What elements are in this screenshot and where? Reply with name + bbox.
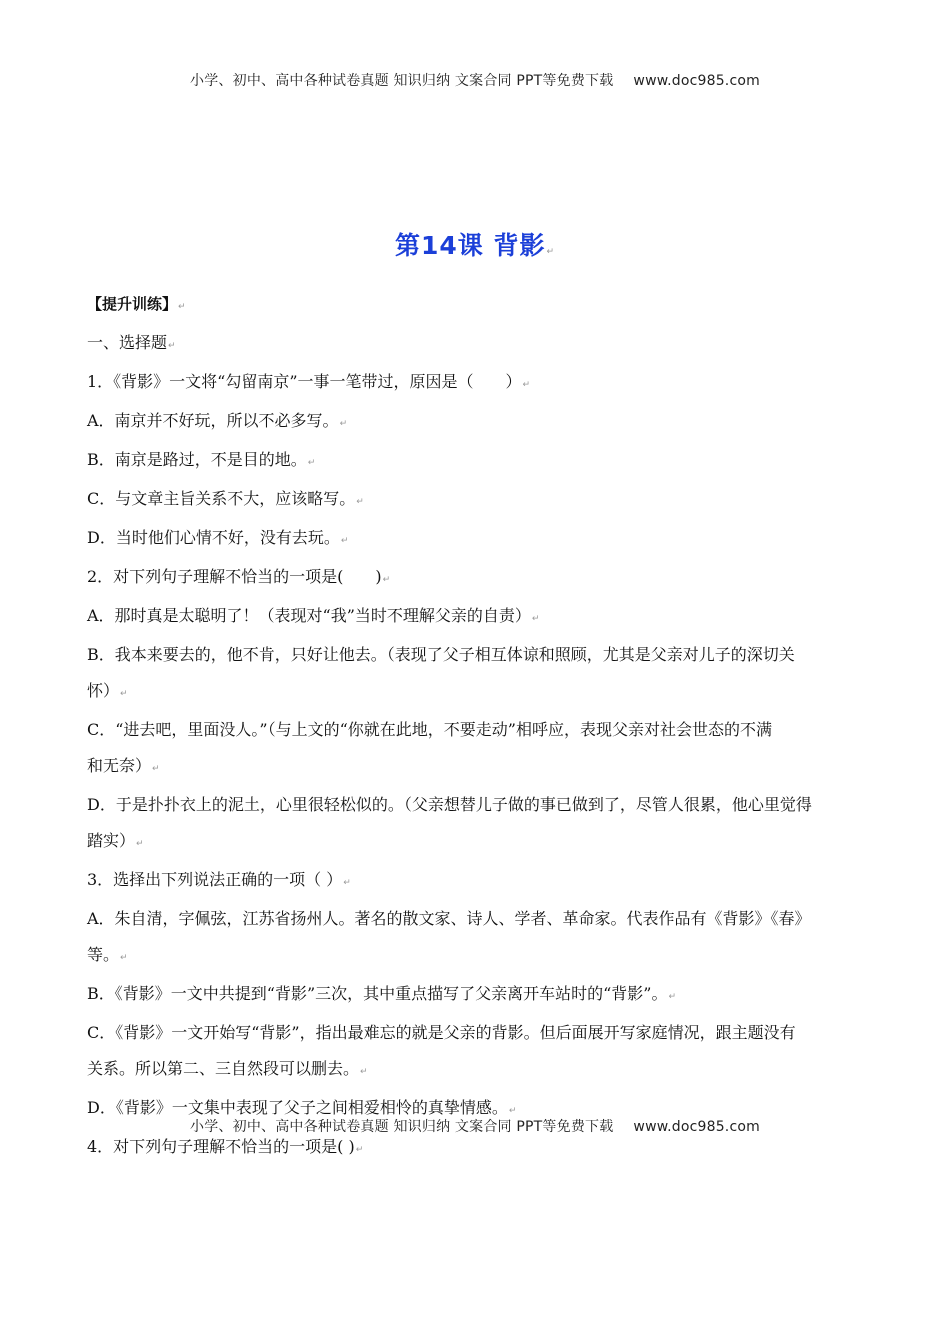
title-text: 第14课 背影 xyxy=(394,231,546,260)
line-7: A．那时真是太聪明了！（表现对“我”当时不理解父亲的自责）↵ xyxy=(87,606,540,625)
paragraph-mark: ↵ xyxy=(546,247,556,257)
line-6: 2．对下列句子理解不恰当的一项是( )↵ xyxy=(87,567,391,586)
footer-site-link[interactable]: www.doc985.com xyxy=(633,1119,760,1135)
page-footer xyxy=(0,1116,950,1136)
footer-text: 小学、初中、高中各种试卷真题 知识归纳 文案合同 PPT等免费下载 xyxy=(190,1119,614,1135)
header-text: 小学、初中、高中各种试卷真题 知识归纳 文案合同 PPT等免费下载 xyxy=(190,73,614,89)
line-12: D．于是扑扑衣上的泥土，心里很轻松似的。（父亲想替儿子做的事已做到了，尽管人很累，他心里觉得 xyxy=(87,795,812,814)
line-17: B．《背影》一文中共提到“背影”三次，其中重点描写了父亲离开车站时的“背影”。↵ xyxy=(87,984,677,1003)
page-title xyxy=(0,226,950,262)
page-header xyxy=(0,70,950,90)
line-16: 等。↵ xyxy=(87,945,128,964)
section-heading: 【提升训练】↵ xyxy=(87,295,186,313)
line-3: B．南京是路过，不是目的地。↵ xyxy=(87,450,316,469)
line-14: 3．选择出下列说法正确的一项（ ）↵ xyxy=(87,870,351,889)
line-1: 1．《背影》一文将“勾留南京”一事一笔带过，原因是（ ）↵ xyxy=(87,372,531,391)
header-site-link[interactable]: www.doc985.com xyxy=(633,73,760,89)
line-4: C．与文章主旨关系不大，应该略写。↵ xyxy=(87,489,364,508)
document-body xyxy=(87,286,857,1168)
line-15: A．朱自清，字佩弦，江苏省扬州人。著名的散文家、诗人、学者、革命家。代表作品有《背影》《春》 xyxy=(87,909,811,928)
line-10: C．“进去吧，里面没人。”（与上文的“你就在此地，不要走动”相呼应，表现父亲对社会世态的不满 xyxy=(87,720,772,739)
line-20: D．《背影》一文集中表现了父子之间相爱相怜的真挚情感。↵ xyxy=(87,1098,517,1117)
line-11: 和无奈）↵ xyxy=(87,756,160,775)
line-19: 关系。所以第二、三自然段可以删去。↵ xyxy=(87,1059,368,1078)
line-13: 踏实）↵ xyxy=(87,831,144,850)
line-21: 4．对下列句子理解不恰当的一项是( )↵ xyxy=(87,1137,364,1156)
line-2: A．南京并不好玩，所以不必多写。↵ xyxy=(87,411,348,430)
line-5: D．当时他们心情不好，没有去玩。↵ xyxy=(87,528,349,547)
line-9: 怀）↵ xyxy=(87,681,128,700)
part-heading: 一、选择题↵ xyxy=(87,333,176,352)
line-8: B．我本来要去的，他不肯，只好让他去。（表现了父子相互体谅和照顾，尤其是父亲对儿子的深切关 xyxy=(87,645,795,664)
line-18: C．《背影》一文开始写“背影”，指出最难忘的就是父亲的背影。但后面展开写家庭情况，跟主题没有 xyxy=(87,1023,796,1042)
